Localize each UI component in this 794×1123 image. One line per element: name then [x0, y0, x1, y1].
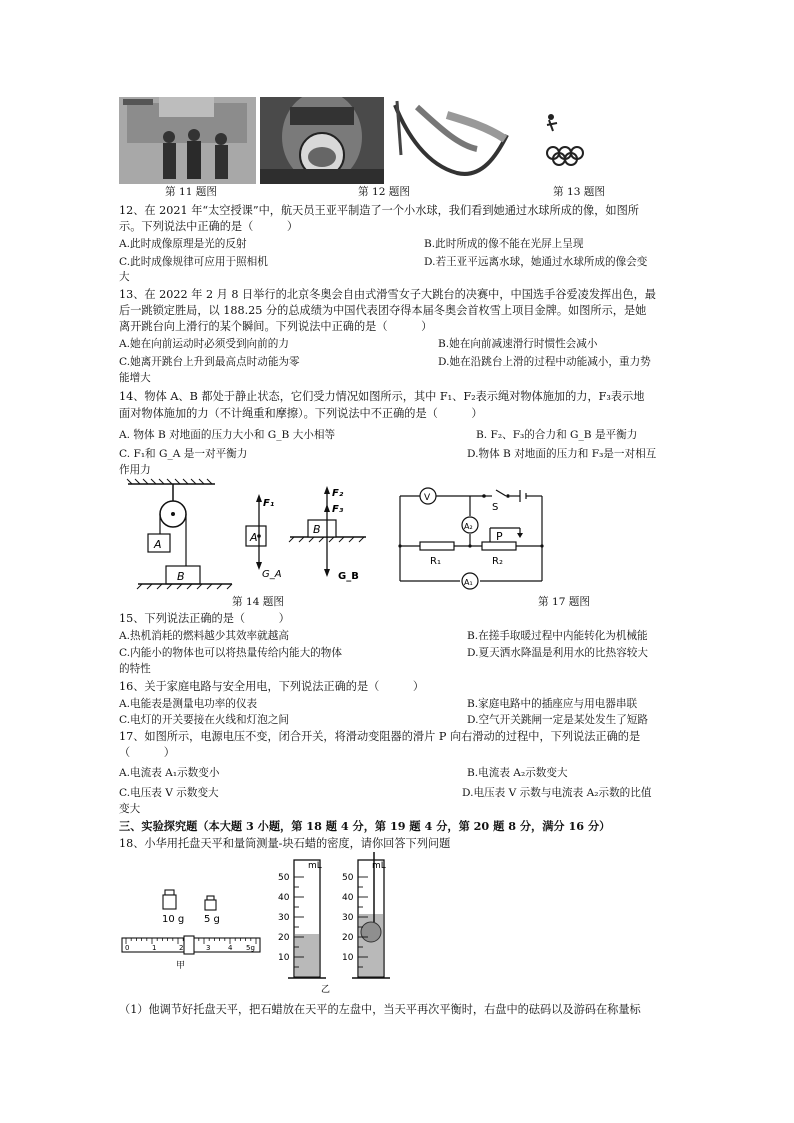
fig18-rule-5: 5g	[246, 944, 255, 952]
section-title: 三、实验探究题（本大题 3 小题，第 18 题 4 分，第 19 题 4 分，第 20 题 8 分，满分 16 分）	[119, 819, 611, 833]
fig17-v: V	[424, 493, 431, 503]
fig14-f2: F₂	[332, 488, 344, 499]
fig18-label-yi: 乙	[321, 985, 331, 995]
fig18-weight-5g: 5 g	[204, 914, 220, 925]
fig14-diagram	[120, 478, 390, 590]
fig14-label-a: A	[250, 531, 258, 544]
fig12-caption: 第 12 题图	[358, 186, 410, 198]
q14-option-b: B. F₂、F₃的合力和 G_B 是平衡力	[476, 429, 638, 441]
q15-option-a: A.热机消耗的燃料越少其效率就越高	[119, 630, 289, 642]
fig18-scale-20: 20	[278, 933, 290, 943]
fig18-ml: mL	[308, 861, 322, 871]
fig14-label-b: B	[177, 570, 185, 583]
q14-option-d: D.物体 B 对地面的压力和 F₃是一对相互	[467, 448, 657, 460]
fig18-rule-1: 1	[152, 944, 157, 952]
fig14-label-a: A	[154, 538, 162, 551]
q12-stem: 12、在 2021 年“太空授课”中，航天员王亚平制造了一个小水球，我们看到她通过水球所成的像，如图所	[119, 204, 639, 217]
fig18-scale-10: 10	[342, 953, 354, 963]
q15-option-b: B.在搓手取暖过程中内能转化为机械能	[467, 630, 648, 642]
q15-option-d: D.夏天洒水降温是利用水的比热容较大	[467, 647, 648, 659]
fig17-caption: 第 17 题图	[538, 596, 590, 608]
fig18-scale-10: 10	[278, 953, 290, 963]
fig12-photo	[260, 97, 384, 184]
fig18-label-jia: 甲	[176, 961, 186, 971]
q17-option-c: C.电压表 V 示数变大	[119, 787, 219, 799]
q13-option-b: B.她在向前减速滑行时惯性会减小	[438, 338, 598, 350]
q16-option-c: C.电灯的开关要接在火线和灯泡之间	[119, 714, 290, 726]
q13-option-a: A.她在向前运动时必须受到向前的力	[119, 338, 289, 350]
fig18-scale-40: 40	[342, 893, 354, 903]
q17-option-a: A.电流表 A₁示数变小	[119, 767, 220, 779]
q12-stem: 示。下列说法中正确的是（ ）	[119, 220, 299, 233]
q17-option-d: 变大	[119, 803, 141, 815]
q12-option-a: A.此时成像原理是光的反射	[119, 238, 247, 250]
q16-option-a: A.电能表是测量电功率的仪表	[119, 698, 258, 710]
fig13-photo	[387, 95, 587, 185]
q12-option-c: C.此时成像规律可应用于照相机	[119, 256, 268, 268]
q15-option-d: 的特性	[119, 663, 151, 675]
fig17-a1: A₁	[464, 578, 473, 587]
fig18-weight-10g: 10 g	[162, 914, 185, 925]
q12-option-d: D.若王亚平远离水球，她通过水球所成的像会变	[424, 256, 648, 268]
fig14-f1: F₁	[263, 498, 275, 509]
q13-option-d: D.她在沿跳台上滑的过程中动能减小，重力势	[438, 356, 651, 368]
fig17-p: P	[496, 530, 503, 543]
fig14-ga: G_A	[262, 569, 282, 580]
fig18-diagram	[118, 852, 418, 1002]
q16-stem: 16、关于家庭电路与安全用电，下列说法正确的是（ ）	[119, 680, 425, 693]
q14-option-d: 作用力	[119, 464, 151, 476]
q14-option-a: A. 物体 B 对地面的压力大小和 G_B 大小相等	[119, 429, 336, 441]
q12-option-b: B.此时所成的像不能在光屏上呈现	[424, 238, 584, 250]
q13-stem: 13、在 2022 年 2 月 8 日举行的北京冬奥会自由式滑雪女子大跳台的决赛中，中国选手谷爱凌发挥出色，最	[119, 288, 656, 301]
q14-option-c: C. F₁和 G_A 是一对平衡力	[119, 448, 248, 460]
fig18-scale-30: 30	[278, 913, 290, 923]
q16-option-b: B.家庭电路中的插座应与用电器串联	[467, 698, 638, 710]
fig18-rule-4: 4	[228, 944, 233, 952]
fig18-rule-2: 2	[179, 944, 184, 952]
q13-option-c: C.她离开跳台上升到最高点时动能为零	[119, 356, 300, 368]
q17-option-b: B.电流表 A₂示数变大	[467, 767, 568, 779]
fig18-scale-50: 50	[278, 873, 290, 883]
q17-option-d: D.电压表 V 示数与电流表 A₂示数的比值	[462, 787, 652, 799]
q15-option-c: C.内能小的物体也可以将热量传给内能大的物体	[119, 647, 342, 659]
fig17-r2: R₂	[492, 556, 503, 567]
q15-stem: 15、下列说法正确的是（ ）	[119, 612, 290, 625]
fig17-circuit	[392, 484, 552, 592]
fig18-scale-50: 50	[342, 873, 354, 883]
q12-option-d: 大	[119, 271, 130, 283]
fig18-rule-3: 3	[206, 944, 211, 952]
fig18-rule-0: 0	[125, 944, 130, 952]
fig18-ml: mL	[372, 861, 386, 871]
q13-stem: 后一跳锁定胜局，以 188.25 分的总成绩为中国代表团夺得本届冬奥会首枚雪上项目金牌。如图所示，是她	[119, 304, 647, 317]
fig17-s: S	[492, 502, 499, 513]
fig13-caption: 第 13 题图	[553, 186, 605, 198]
q14-stem: 14、物体 A、B 都处于静止状态，它们受力情况如图所示，其中 F₁、F₂表示绳对物体施加的力，F₃表示地	[119, 390, 645, 403]
fig14-f3: F₃	[332, 504, 344, 515]
fig14-label-b: B	[313, 523, 321, 536]
fig11-photo	[119, 97, 256, 184]
fig14-gb: G_B	[338, 571, 359, 582]
q17-stem: （ ）	[119, 746, 175, 759]
fig17-a2: A₂	[464, 522, 473, 531]
fig18-scale-20: 20	[342, 933, 354, 943]
q16-option-d: D.空气开关跳闸一定是某处发生了短路	[467, 714, 648, 726]
q14-stem: 面对物体施加的力（不计绳重和摩擦）。下列说法中不正确的是（ ）	[119, 407, 483, 420]
q13-option-d: 能增大	[119, 372, 151, 384]
q13-stem: 离开跳台向上滑行的某个瞬间。下列说法中正确的是（ ）	[119, 320, 433, 333]
fig11-caption: 第 11 题图	[165, 186, 217, 198]
fig17-r1: R₁	[430, 556, 441, 567]
q18-sub1: （1）他调节好托盘天平，把石蜡放在天平的左盘中，当天平再次平衡时，右盘中的砝码以及游码在称量标	[119, 1003, 641, 1016]
q17-stem: 17、如图所示，电源电压不变，闭合开关，将滑动变阻器的滑片 P 向右滑动的过程中，下列说法正确的是	[119, 730, 641, 743]
fig14-caption: 第 14 题图	[232, 596, 284, 608]
q18-stem: 18、小华用托盘天平和量筒测量-块石蜡的密度，请你回答下列问题	[119, 837, 451, 850]
fig18-scale-40: 40	[278, 893, 290, 903]
fig18-scale-30: 30	[342, 913, 354, 923]
